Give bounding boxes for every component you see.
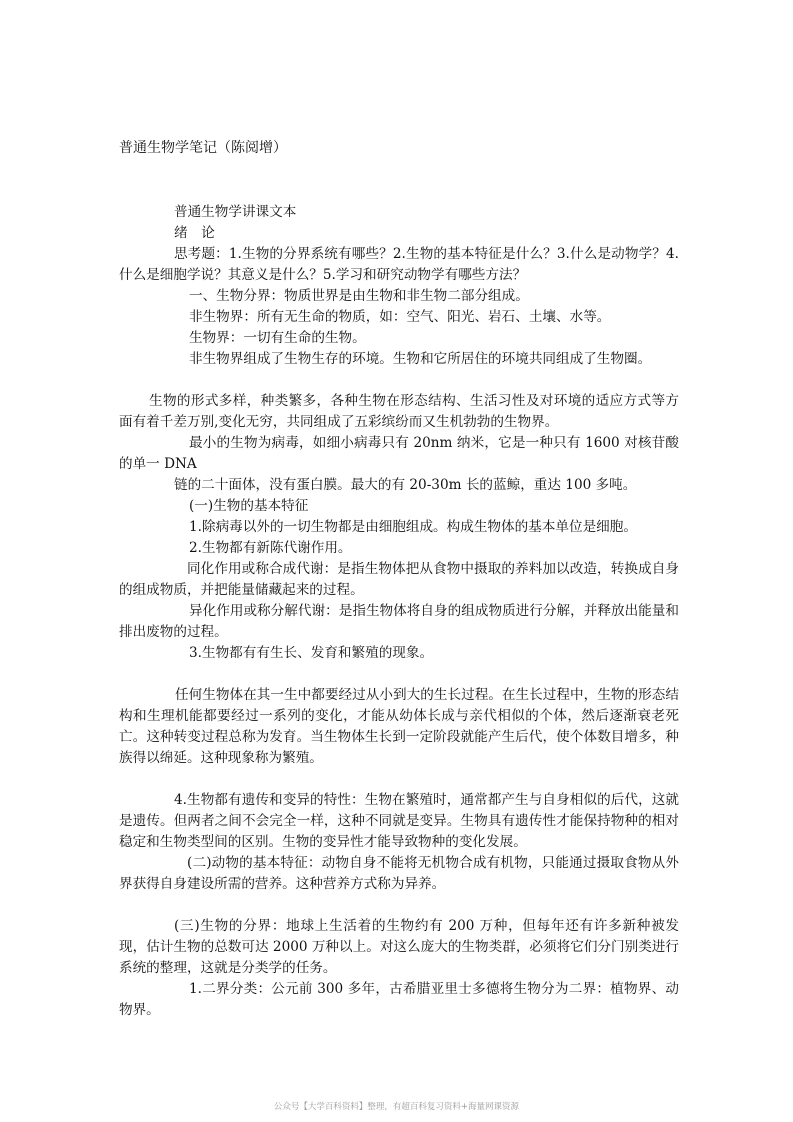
paragraph-diversity: 生物的形式多样，种类繁多，各种生物在形态结构、生活习性及对环境的适应方式等方面有着千差万别,变化无穷，共同组成了五彩缤纷而又生机勃勃的生物界。	[119, 393, 679, 430]
paragraph-living: 生物界：一切有生命的生物。	[189, 330, 366, 346]
paragraph-whale: 链的二十面体，没有蛋白膜。最大的有 20-30m 长的蓝鲸，重达 100 多吨。	[174, 477, 637, 493]
paragraph-anabolism: 同化作用或称合成代谢：是指生物体把从食物中摄取的养料加以改造，转换成自身的组成物质，并把能量储藏起来的过程。	[119, 561, 679, 598]
footer-watermark: 公众号【大学百科资料】整理，有超百科复习资料+海量网课资源	[273, 1102, 520, 1112]
paragraph-virus: 最小的生物为病毒，如细小病毒只有 20nm 纳米，它是一种只有 1600 对核苷酸的单一 DNA	[119, 435, 679, 472]
paragraph-two-kingdoms: 1.二界分类：公元前 300 多年，古希腊亚里士多德将生物分为二界：植物界、动物界。	[119, 981, 679, 1018]
paragraph-biosphere: 非生物界组成了生物生存的环境。生物和它所居住的环境共同组成了生物圈。	[189, 351, 652, 367]
lecture-heading: 普通生物学讲课文本	[174, 204, 297, 220]
paragraph-kingdoms: (三)生物的分界：地球上生活着的生物约有 200 万种，但每年还有许多新种被发现，估计生物的总数可达 2000 万种以上。对这么庞大的生物类群，必须将它们分门别类进行系统的整理，这就是分类学的任务。	[119, 918, 679, 976]
document-title: 普通生物学笔记（陈阅增）	[119, 140, 287, 156]
subheading-basic-features: (一)生物的基本特征	[189, 498, 309, 514]
paragraph-feature-cells: 1.除病毒以外的一切生物都是由细胞组成。构成生物体的基本单位是细胞。	[189, 519, 637, 535]
paragraph-feature-metabolism: 2.生物都有新陈代谢作用。	[189, 540, 352, 556]
paragraph-questions: 思考题：1.生物的分界系统有哪些？2.生物的基本特征是什么？3.什么是动物学？4.什么是细胞学说？其意义是什么？5.学习和研究动物学有哪些方法？	[119, 246, 679, 283]
document-body	[119, 202, 679, 1021]
paragraph-feature-growth: 3.生物都有有生长、发育和繁殖的现象。	[189, 645, 434, 661]
paragraph-classification: 一、生物分界：物质世界是由生物和非生物二部分组成。	[189, 288, 529, 304]
paragraph-development: 任何生物体在其一生中都要经过从小到大的生长过程。在生长过程中，生物的形态结构和生理机能都要经过一系列的变化，才能从幼体长成与亲代相似的个体，然后逐渐衰老死亡。这种转变过程总称为发育。当生物体生长到一定阶段就能产生后代，使个体数目增多，种族得以绵延。这种现象称为繁殖。	[119, 687, 679, 766]
paragraph-animal-features: (二)动物的基本特征：动物自身不能将无机物合成有机物，只能通过摄取食物从外界获得自身建设所需的营养。这种营养方式称为异养。	[119, 855, 679, 892]
paragraph-nonliving: 非生物界：所有无生命的物质，如：空气、阳光、岩石、土壤、水等。	[189, 309, 611, 325]
paragraph-heredity: 4.生物都有遗传和变异的特性：生物在繁殖时，通常都产生与自身相似的后代，这就是遗传。但两者之间不会完全一样，这种不同就是变异。生物具有遗传性才能保持物种的相对稳定和生物类型间的区别。生物的变异性才能导致物种的变化发展。	[119, 792, 679, 850]
section-heading-introduction: 绪 论	[174, 225, 215, 241]
paragraph-catabolism: 异化作用或称分解代谢：是指生物体将自身的组成物质进行分解，并释放出能量和排出废物的过程。	[119, 603, 679, 640]
